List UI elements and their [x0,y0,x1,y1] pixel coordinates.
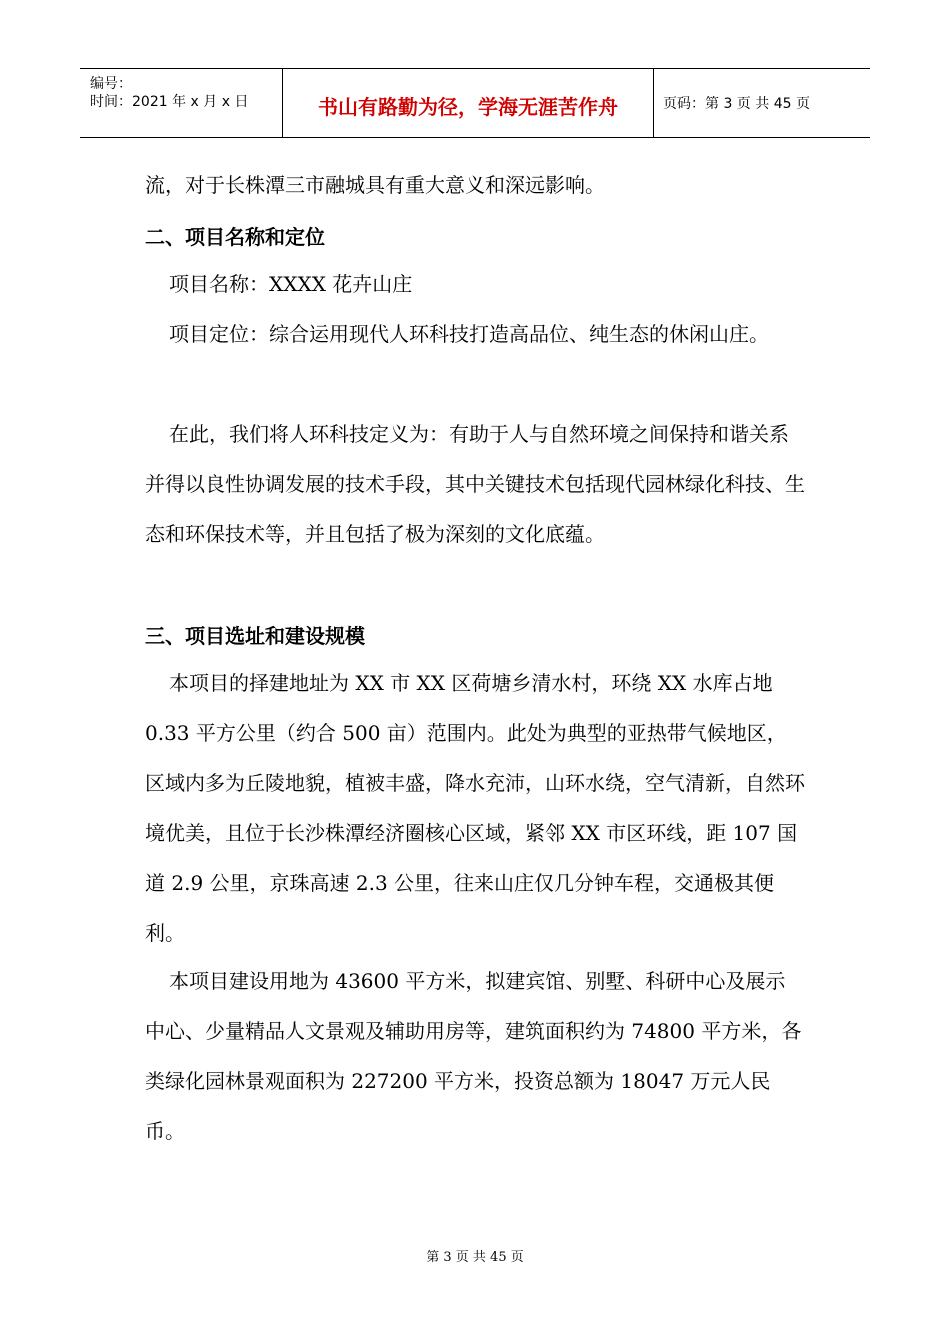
paragraph-project-position: 项目定位：综合运用现代人环科技打造高品位、纯生态的休闲山庄。 [169,322,769,346]
page-footer: 第 3 页 共 45 页 [426,1250,524,1265]
header-meta-cell [80,69,283,137]
section-heading-3: 三、项目选址和建设规模 [145,624,365,648]
paragraph-continuation: 流，对于长株潭三市融城具有重大意义和深远影响。 [145,173,605,197]
document-time-label: 时间：2021 年 x 月 x 日 [90,94,249,110]
section-heading-2: 二、项目名称和定位 [145,225,325,249]
header-page-code: 页码：第 3 页 共 45 页 [663,96,810,112]
paragraph-definition: 在此，我们将人环科技定义为：有助于人与自然环境之间保持和谐关系并得以良性协调发展的技术手段，其中关键技术包括现代园林绿化科技、生态和环保技术等，并且包括了极为深刻的文化底蕴。 [145,422,805,546]
paragraph-project-name: 项目名称：XXXX 花卉山庄 [169,272,413,296]
document-number-label: 编号： [90,76,132,92]
paragraph-scale: 本项目建设用地为 43600 平方米，拟建宾馆、别墅、科研中心及展示中心、少量精品人文景观及辅助用房等，建筑面积约为 74800 平方米，各类绿化园林景观面积为 227200 平方米，投资总额为 18047 万元人民币。 [145,969,802,1143]
header-motto: 书山有路勤为径，学海无涯苦作舟 [318,95,618,119]
paragraph-site: 本项目的择建地址为 XX 市 XX 区荷塘乡清水村，环绕 XX 水库占地 0.33 平方公里（约合 500 亩）范围内。此处为典型的亚热带气候地区，区域内多为丘陵地貌，植被丰盛，降水充沛，山环水绕，空气清新，自然环境优美，且位于长沙株潭经济圈核心区域，紧邻 XX 市区环线，距 107 国道 2.9 公里，京珠高速 2.3 公里，往来山庄仅几分钟车程，交通极其便利。 [145,671,805,945]
header-motto-cell [283,69,654,137]
header-page-cell [654,69,870,137]
document-header [80,68,870,138]
